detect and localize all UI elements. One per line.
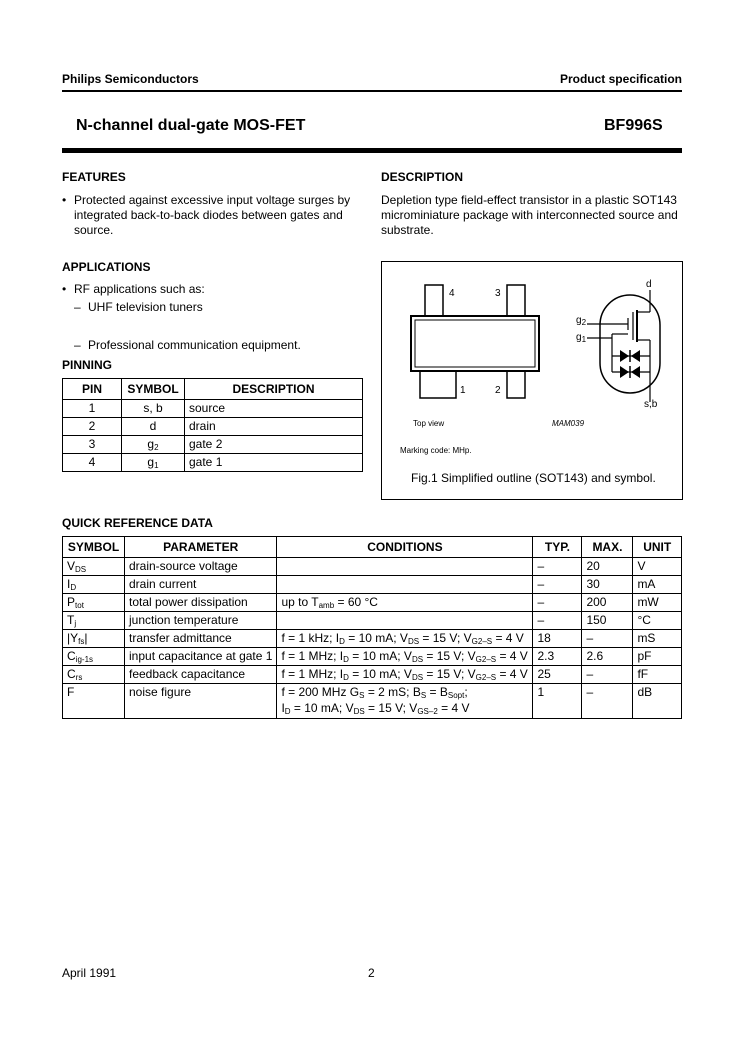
figure-box — [381, 261, 683, 500]
conditions-cell: f = 1 kHz; $I_D = 10$ mA; $V_{DS} = 15$ V; $V_{G2-S} = 4$ V — [277, 630, 533, 648]
description-text: Depletion type field-effect transistor in a plastic SOT143 microminiature package with interconnected source and substrate. — [381, 193, 678, 237]
parameter-cell: junction temperature — [125, 612, 277, 630]
typ-cell: – — [533, 558, 582, 576]
unit-cell: fF — [633, 666, 682, 684]
feature-item: • Protected against excessive input voltage surges by integrated back-to-back diodes between gates and source. — [62, 193, 352, 238]
unit-cell: mW — [633, 594, 682, 612]
unit-cell: dB — [633, 684, 682, 719]
conditions-cell — [277, 576, 533, 594]
description-cell: drain — [185, 418, 363, 436]
max-cell: 200 — [582, 594, 633, 612]
table-row — [63, 630, 682, 648]
description-heading: DESCRIPTION — [381, 170, 464, 184]
top-view-label: Top view — [413, 419, 445, 428]
parameter-cell: total power dissipation — [125, 594, 277, 612]
table-header-row — [63, 537, 682, 558]
symbol-cell: $|Y_{fs}|$ — [63, 630, 125, 648]
application-subitem: – UHF television tuners — [62, 298, 744, 317]
symbol-cell: $C_{rs}$ — [63, 666, 125, 684]
symbol-cell: s, b — [122, 400, 185, 418]
column-header: SYMBOL — [122, 379, 185, 400]
page-number: 2 — [368, 966, 375, 980]
column-header: DESCRIPTION — [185, 379, 363, 400]
max-cell: – — [582, 630, 633, 648]
footer-date: April 1991 — [62, 966, 117, 980]
conditions-cell: f = 200 MHz $G_S = 2$ mS; $B_S = B_{Sopt}$; $I_D = 10$ mA; $V_{DS} = 15$ V; $V_{GS-2} = 4$ V — [277, 684, 533, 719]
table-row — [63, 666, 682, 684]
max-cell: 30 — [582, 576, 633, 594]
unit-cell: °C — [633, 612, 682, 630]
table-row — [63, 400, 363, 418]
marking-code: Marking code: MHp. — [400, 446, 472, 455]
pin-4-label: 4 — [449, 288, 455, 299]
description-cell: source — [185, 400, 363, 418]
table-row — [63, 558, 682, 576]
symbol-cell: $V_{DS}$ — [63, 558, 125, 576]
figure-caption: Fig.1 Simplified outline (SOT143) and symbol. — [411, 471, 656, 485]
conditions-cell — [277, 558, 533, 576]
applications-heading: APPLICATIONS — [62, 260, 151, 274]
document-type: Product specification — [559, 72, 682, 86]
parameter-cell: transfer admittance — [125, 630, 277, 648]
column-header: CONDITIONS — [277, 537, 533, 558]
symbol-cell: $C_{ig-1s}$ — [63, 648, 125, 666]
pin-cell: 2 — [63, 418, 122, 436]
table-row — [63, 684, 682, 719]
symbol-cell: d — [122, 418, 185, 436]
conditions-cell — [277, 612, 533, 630]
column-header: PIN — [63, 379, 122, 400]
column-header: UNIT — [633, 537, 682, 558]
table-row — [63, 436, 363, 454]
column-header: PARAMETER — [125, 537, 277, 558]
company-name: Philips Semiconductors — [62, 72, 199, 86]
column-header: TYP. — [533, 537, 582, 558]
table-row — [63, 612, 682, 630]
table-row — [63, 576, 682, 594]
max-cell: 150 — [582, 612, 633, 630]
symbol-cell: $g_1$ — [122, 454, 185, 472]
pinning-heading: PINNING — [62, 358, 113, 372]
table-header-row — [63, 379, 363, 400]
parameter-cell: drain-source voltage — [125, 558, 277, 576]
typ-cell: – — [533, 594, 582, 612]
description-cell: gate 2 — [185, 436, 363, 454]
symbol-cell: $g_2$ — [122, 436, 185, 454]
table-row — [63, 648, 682, 666]
source-bulk-label: s,b — [644, 399, 658, 410]
typ-cell: 18 — [533, 630, 582, 648]
max-cell: – — [582, 666, 633, 684]
symbol-cell: $T_j$ — [63, 612, 125, 630]
max-cell: – — [582, 684, 633, 719]
typ-cell: 2.3 — [533, 648, 582, 666]
symbol-cell: $I_D$ — [63, 576, 125, 594]
parameter-cell: input capacitance at gate 1 — [125, 648, 277, 666]
conditions-cell: f = 1 MHz; $I_D = 10$ mA; $V_{DS} = 15$ V; $V_{G2-S} = 4$ V — [277, 648, 533, 666]
features-heading: FEATURES — [62, 170, 126, 184]
max-cell: 20 — [582, 558, 633, 576]
application-intro: • RF applications such as: — [62, 282, 352, 297]
column-header: MAX. — [582, 537, 633, 558]
pin-2-label: 2 — [495, 385, 501, 396]
header-rule — [62, 90, 682, 92]
qrd-heading: QUICK REFERENCE DATA — [62, 516, 213, 530]
pin-cell: 3 — [63, 436, 122, 454]
typ-cell: 1 — [533, 684, 582, 719]
typ-cell: – — [533, 576, 582, 594]
table-row — [63, 454, 363, 472]
gate-1-label: $g_1$ — [576, 332, 587, 344]
description-cell: gate 1 — [185, 454, 363, 472]
unit-cell: pF — [633, 648, 682, 666]
conditions-cell: f = 1 MHz; $I_D = 10$ mA; $V_{DS} = 15$ V; $V_{G2-S} = 4$ V — [277, 666, 533, 684]
parameter-cell: feedback capacitance — [125, 666, 277, 684]
pin-cell: 4 — [63, 454, 122, 472]
application-subitem: – Professional communication equipment. — [62, 336, 744, 355]
pin-cell: 1 — [63, 400, 122, 418]
column-header: SYMBOL — [63, 537, 125, 558]
symbol-cell: F — [63, 684, 125, 719]
quick-reference-table — [62, 536, 682, 719]
unit-cell: V — [633, 558, 682, 576]
typ-cell: 25 — [533, 666, 582, 684]
max-cell: 2.6 — [582, 648, 633, 666]
figure-code: MAM039 — [552, 419, 585, 428]
package-outline-diagram — [382, 262, 682, 499]
pinning-table — [62, 378, 363, 472]
typ-cell: – — [533, 612, 582, 630]
unit-cell: mA — [633, 576, 682, 594]
pin-3-label: 3 — [495, 288, 501, 299]
part-number: BF996S — [604, 117, 663, 134]
features-list — [62, 193, 352, 238]
unit-cell: mS — [633, 630, 682, 648]
gate-2-label: $g_2$ — [576, 315, 587, 327]
symbol-cell: $P_{tot}$ — [63, 594, 125, 612]
table-row — [63, 594, 682, 612]
page-title: N-channel dual-gate MOS-FET — [76, 117, 306, 134]
conditions-cell: up to $T_{amb} = 60$ °C — [277, 594, 533, 612]
parameter-cell: noise figure — [125, 684, 277, 719]
title-rule — [62, 148, 682, 153]
parameter-cell: drain current — [125, 576, 277, 594]
applications-list — [62, 282, 352, 297]
pin-1-label: 1 — [460, 385, 466, 396]
table-row — [63, 418, 363, 436]
drain-label: d — [646, 279, 652, 290]
